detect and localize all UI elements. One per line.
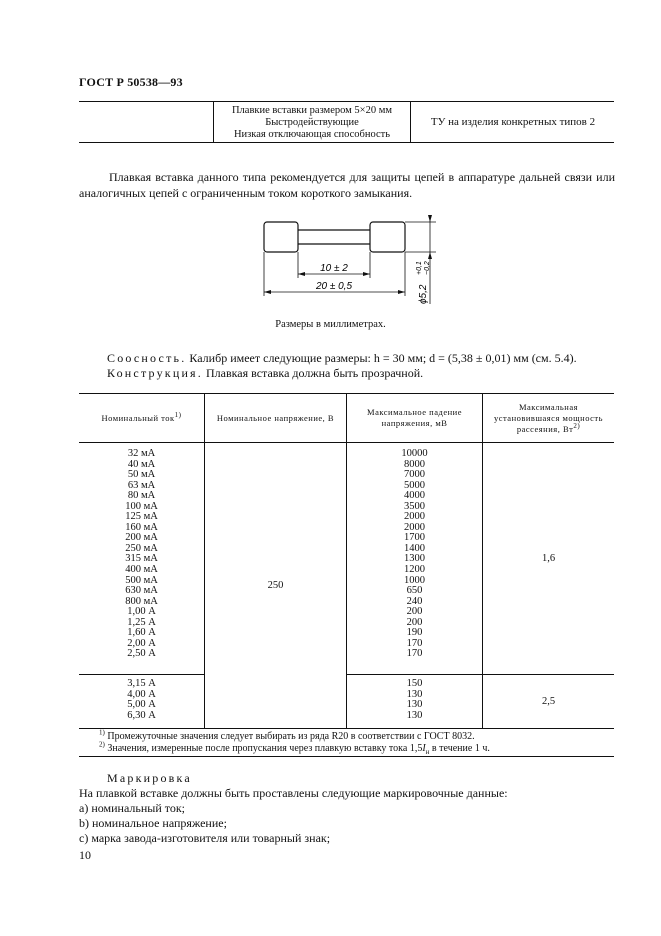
figure-caption: Размеры в миллиметрах.	[275, 319, 386, 330]
fuse-capacity-line: Низкая отключающая способность	[233, 129, 391, 140]
current-value: 400 мА	[125, 564, 158, 576]
top-reference-box	[79, 101, 614, 143]
voltage-drop-value: 1400	[404, 542, 425, 554]
voltage-drop-value: 7000	[404, 469, 425, 481]
header-rated-current: Номинальный ток$^{1)}$	[101, 410, 182, 423]
dim-diameter-label: ϕ5,2	[418, 284, 429, 304]
power-group-1: 1,6	[541, 552, 556, 564]
fuse-left-cap	[264, 222, 298, 252]
current-value: 250 мА	[125, 542, 158, 554]
construction-label: Конструкция.	[107, 366, 203, 380]
top-box-empty-cell	[79, 102, 213, 142]
construction-line	[107, 366, 627, 381]
dim-tol-plus: +0,1	[416, 261, 423, 275]
voltage-drop-value: 2000	[404, 511, 425, 523]
marking-item: с) марка завода-изготовителя или товарный знак;	[79, 831, 331, 845]
voltage-drop-value: 1000	[404, 574, 425, 586]
voltage-drop-value: 650	[406, 585, 423, 597]
voltage-drop-value: 130	[406, 699, 423, 711]
current-value: 1,00 А	[127, 606, 156, 618]
current-value: 800 мА	[125, 595, 158, 607]
drops-group-2	[347, 679, 482, 721]
intro-paragraph: Плавкая вставка данного типа рекомендуется для защиты цепей в аппаратуре дальней связи или аналогичных цепей с ограниченным током короткого замыкания.	[79, 170, 615, 200]
voltage-drop-value: 1700	[404, 532, 425, 544]
current-value: 4,00 А	[127, 688, 156, 700]
coaxiality-line	[107, 351, 627, 366]
coaxiality-label: Соосность.	[107, 351, 187, 365]
rated-voltage-value: 250	[267, 579, 284, 591]
current-value: 315 мА	[125, 553, 158, 565]
voltage-drop-value: 5000	[404, 479, 425, 491]
footnote-2: $^{2)}$ Значения, измеренные после пропускания через плавкую вставку тока $1,5I_н$ в течение 1 ч.	[99, 740, 490, 756]
current-value: 63 мА	[127, 479, 156, 491]
marking-intro: На плавкой вставке должны быть проставлены следующие маркировочные данные:	[79, 786, 508, 800]
marking-item: а) номинальный ток;	[79, 801, 186, 815]
voltage-drop-value: 240	[406, 595, 423, 607]
marking-item: b) номинальное напряжение;	[79, 816, 227, 830]
construction-text: Плавкая вставка должна быть прозрачной.	[205, 366, 424, 380]
current-value: 630 мА	[125, 585, 158, 597]
current-value: 32 мА	[127, 448, 156, 459]
marking-title: Маркировка	[107, 771, 192, 785]
page-number: 10	[79, 848, 91, 862]
voltage-drop-value: 1300	[404, 553, 425, 565]
current-value: 160 мА	[125, 521, 158, 533]
voltage-drop-value: 8000	[404, 458, 425, 470]
currents-group-1	[79, 449, 204, 660]
current-value: 500 мА	[125, 574, 158, 586]
top-box-spec-reference: ТУ на изделия конкретных типов 2	[410, 102, 615, 142]
footnote-1: $^{1)}$ Промежуточные значения следует выбирать из ряда R20 в соответствии с ГОСТ 8032.	[99, 728, 475, 742]
current-value: 125 мА	[125, 511, 158, 523]
voltage-drop-value: 2000	[404, 521, 425, 533]
fuse-size-line: Плавкие вставки размером 5×20 мм	[231, 105, 393, 116]
dim-inner-label: 10 ± 2	[320, 263, 348, 274]
standard-header: ГОСТ Р 50538—93	[79, 75, 183, 89]
drops-group-1	[347, 449, 482, 660]
current-value: 2,00 А	[127, 637, 156, 649]
current-value: 5,00 А	[127, 699, 156, 711]
current-value: 40 мА	[127, 458, 156, 470]
voltage-drop-value: 1200	[404, 564, 425, 576]
top-box-fuse-description	[213, 102, 410, 142]
currents-group-2	[79, 679, 204, 721]
current-value: 50 мА	[127, 469, 156, 481]
coaxiality-text: Калибр имеет следующие размеры: h = 30 мм; d = (5,38 ± 0,01) мм (см. 5.4).	[189, 351, 577, 365]
voltage-drop-value: 200	[406, 616, 423, 628]
voltage-drop-value: 200	[406, 606, 423, 618]
current-value: 200 мА	[125, 532, 158, 544]
current-value: 1,25 А	[127, 616, 156, 628]
header-max-voltage-drop: Максимальное падение напряжения, мВ	[367, 407, 462, 428]
marking-section	[79, 771, 508, 846]
fuse-right-cap	[370, 222, 405, 252]
voltage-drop-value: 3500	[404, 500, 425, 512]
fuse-speed-line: Быстродействующие	[265, 117, 359, 128]
current-value: 80 мА	[127, 490, 156, 502]
fuse-dimension-drawing	[250, 212, 450, 308]
voltage-drop-value: 4000	[404, 490, 425, 502]
dim-tol-minus: −0,2	[424, 261, 431, 275]
header-rated-voltage: Номинальное напряжение, В	[216, 412, 335, 423]
dim-outer-label: 20 ± 0,5	[315, 281, 353, 292]
header-max-power: Максимальная установившаяся мощность рассеяния, $Вт^{2)}$	[493, 401, 604, 434]
voltage-drop-value: 130	[406, 688, 423, 700]
voltage-drop-value: 10000	[401, 448, 428, 459]
current-value: 6,30 А	[127, 709, 156, 721]
power-group-2: 2,5	[541, 695, 556, 707]
fuse-parameters-table	[79, 393, 614, 757]
current-value: 3,15 А	[127, 678, 156, 689]
current-value: 2,50 А	[127, 648, 156, 660]
voltage-drop-value: 130	[406, 709, 423, 721]
voltage-drop-value: 190	[406, 627, 423, 639]
voltage-drop-value: 170	[406, 648, 423, 660]
voltage-drop-value: 150	[406, 678, 423, 689]
current-value: 100 мА	[125, 500, 158, 512]
current-value: 1,60 А	[127, 627, 156, 639]
voltage-drop-value: 170	[406, 637, 423, 649]
